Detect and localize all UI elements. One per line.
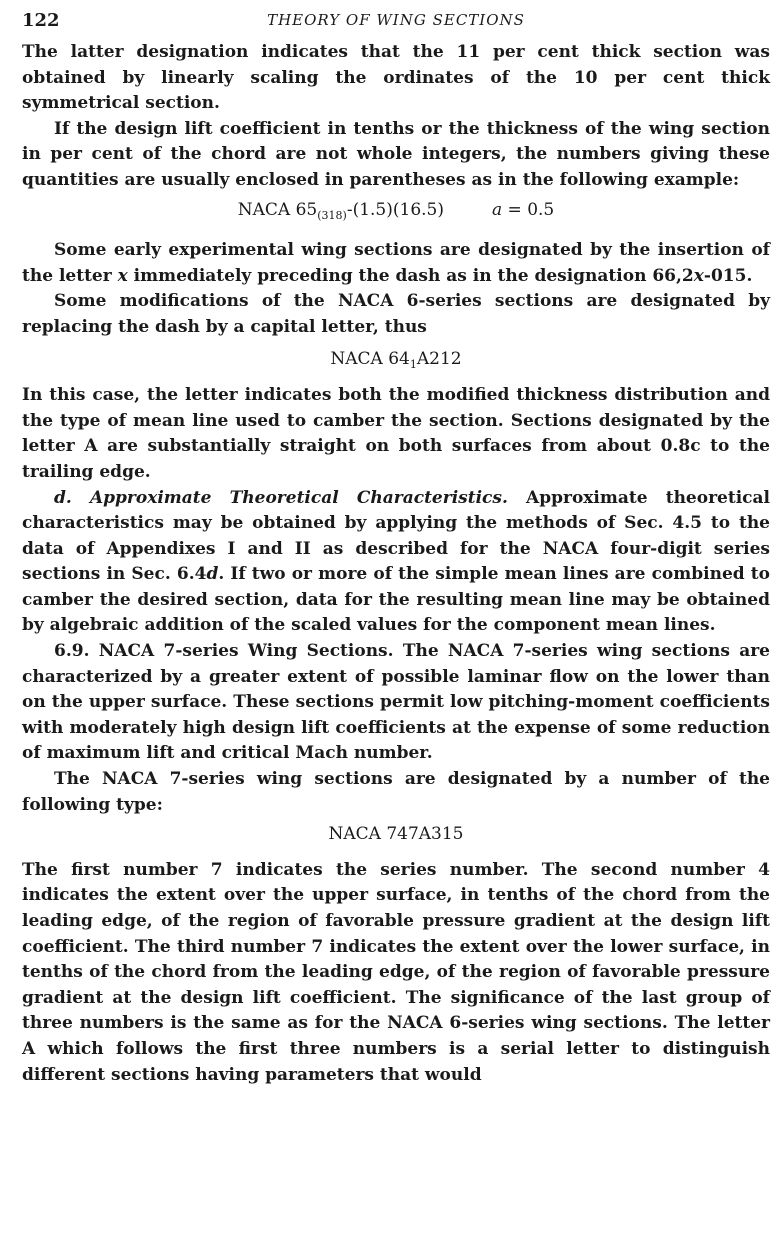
formula2-rest: A212 xyxy=(416,348,462,369)
p6-italic-d: d xyxy=(206,564,219,585)
page-header xyxy=(22,0,770,40)
p3-text-a: Some early experimental wing sections are designated by the insertion of the letter xyxy=(22,240,770,286)
p7-text: The NACA 7-series wing sections are characterized by a greater extent of possible laminar flow on the lower than on the upper surface. These sections permit low pitching-moment coefficients with moderately high design lift coefficients at the expense of some reduction of maximum lift and critical Mach number. xyxy=(22,641,770,764)
running-title: THEORY OF WING SECTIONS xyxy=(267,11,525,29)
paragraph-7 xyxy=(22,639,770,767)
section-heading-6-9: 6.9. NACA 7-series Wing Sections. xyxy=(54,641,394,662)
paragraph-9: The first number 7 indicates the series number. The second number 4 indicates the extent over the upper surface, in tenths of the chord from the leading edge, of the region of favorable pressure gradient at the design lift coefficient. The third number 7 indicates the extent over the lower surface, in tenths of the chord from the leading edge, of the region of favorable pressure gradient at the design lift coefficient. The significance of the last group of three numbers is the same as for the NACA 6-series wing sections. The letter A which follows the first three numbers is a serial letter to distinguish different sections having parameters that would xyxy=(22,859,770,1085)
p3-var-x: x xyxy=(117,265,128,286)
paragraph-5: In this case, the letter indicates both the modified thickness distribution and the type of mean line used to camber the section. Sections designated by the letter A are substantially straight on both surfaces from about 0.8c to the trailing edge. xyxy=(22,385,770,482)
p3-text-c: -015. xyxy=(703,265,753,286)
paragraph-8: The NACA 7-series wing sections are designated by a number of the following type: xyxy=(22,769,770,815)
formula2-subscript: 1 xyxy=(409,357,417,371)
formula-a-value: = 0.5 xyxy=(502,199,555,220)
formula-a-variable: a xyxy=(492,199,503,220)
paragraph-2: If the design lift coefficient in tenths or the thickness of the wing section in per cent of the chord are not whole integers, the numbers giving these quantities are usually enclosed in parentheses as in the following example: xyxy=(22,118,770,190)
formula2-main: NACA 64 xyxy=(330,348,410,369)
formula-subscript: (318) xyxy=(317,208,347,222)
p3-var-x2: x xyxy=(693,265,704,286)
paragraph-4: Some modifications of the NACA 6-series sections are designated by replacing the dash by a capital letter, thus xyxy=(22,291,770,337)
book-page xyxy=(22,0,770,1088)
p6-text-a: Approximate theoretical characteristics may be obtained by applying the methods of Sec. 4.5 to the data of Appendixes I and II as described for the NACA four-digit series sections in Sec. 6.4 xyxy=(22,487,770,585)
formula-main: NACA 65 xyxy=(237,199,318,220)
paragraph-6 xyxy=(22,486,770,640)
formula-naca-747: NACA 747A315 xyxy=(328,824,464,845)
paragraph-3 xyxy=(22,238,770,289)
formula-naca-64 xyxy=(22,347,770,378)
p6-text-b: . If two or more of the simple mean lines are combined to camber the desired section, data for the resulting mean line may be obtained by algebraic addition of the scaled values for the component mean lines. xyxy=(22,564,770,636)
page-number: 122 xyxy=(22,10,60,31)
formula-naca-65 xyxy=(22,198,770,229)
section-heading-d: d. Approximate Theoretical Characteristics. xyxy=(54,487,508,508)
paragraph-1: The latter designation indicates that the 11 per cent thick section was obtained by linearly scaling the ordinates of the 10 per cent thick symmetrical section. xyxy=(22,42,770,114)
formula-rest: -(1.5)(16.5) xyxy=(346,199,444,220)
p3-text-b: immediately preceding the dash as in the designation 66,2 xyxy=(127,265,694,286)
